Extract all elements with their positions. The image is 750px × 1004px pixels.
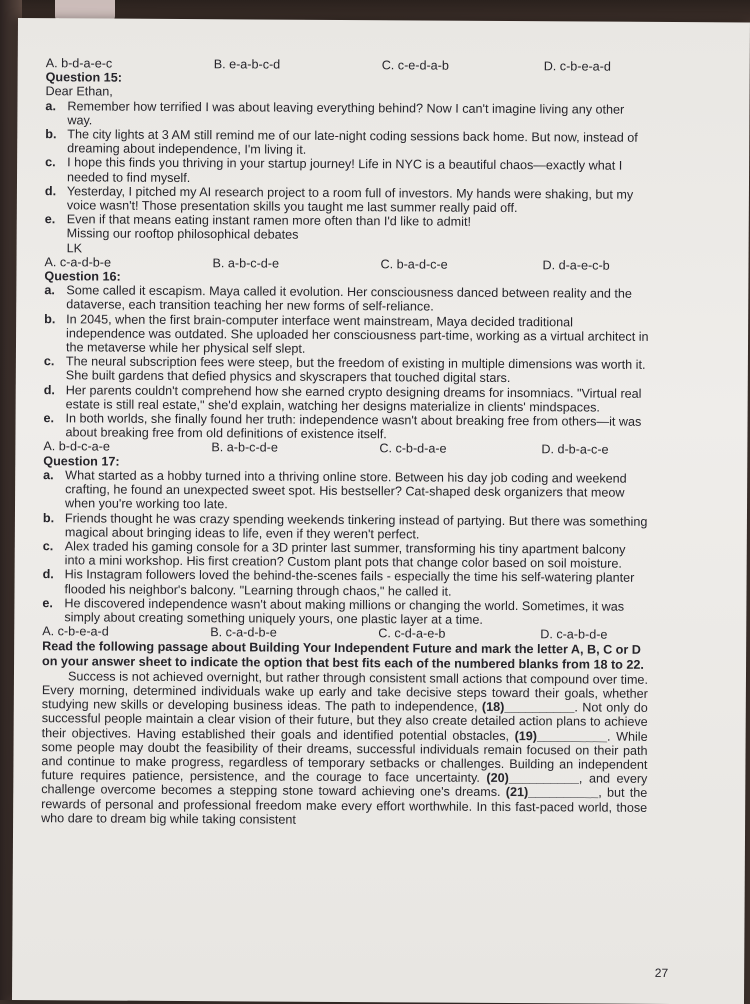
cloze-instruction: Read the following passage about Building Your Independent Future and mark the letter A, B, C or D on your answer sheet to indicate the option that best fits each of the numbered blanks from 18 to 22.: [42, 639, 644, 672]
item-text: Remember how terrified I was about leaving everything behind? Now I can't imagine living any other way.: [67, 98, 625, 128]
passage-text: , and every challenge overcome becomes a stepping stone toward achieving one's dreams.: [41, 771, 648, 800]
blank-19: (19)__________: [514, 728, 608, 744]
q14-option-d: D. c-b-e-a-d: [543, 59, 611, 74]
item-label: a.: [45, 98, 57, 113]
q15-item-d: [45, 184, 651, 216]
item-text: The city lights at 3 AM still remind me of our late-night coding sessions back home. But now, instead of dreaming about independence, I'm living it.: [67, 127, 638, 157]
page-number: 27: [654, 965, 669, 980]
item-label: d.: [42, 567, 54, 582]
q16-option-c: C. c-b-d-a-e: [379, 441, 447, 457]
q15-item-b: [45, 127, 651, 159]
item-label: b.: [45, 127, 57, 142]
q16-item-a: [44, 283, 650, 315]
item-text: The neural subscription fees were steep, but the freedom of existing in multiple dimensions was worth it. She built gardens that defied physics and skyscrapers that touched digital stars.: [65, 354, 646, 386]
q16-title: Question 16:: [44, 269, 121, 284]
page-content: [41, 56, 652, 829]
q17-item-d: [42, 567, 648, 599]
item-text: Even if that means eating instant ramen more often than I'd like to admit!: [66, 212, 472, 230]
q15-option-a: A. c-a-d-b-e: [44, 255, 112, 270]
item-text: He discovered independence wasn't about making millions or changing the world. Sometimes, it was simply about creating something uniquely yours, one plastic layer at a time.: [64, 596, 625, 627]
q16-item-e: [43, 411, 649, 443]
passage-text: , but the rewards of personal and professional freedom make every effort worthwhile. In this fast-paced world, those who dare to dream big while taking consistent: [41, 785, 648, 827]
q17-item-e: [42, 596, 648, 628]
item-text: Some called it escapism. Maya called it evolution. Her consciousness danced between reality and the dataverse, each transition teaching her new forms of self-reliance.: [66, 283, 632, 314]
q15-opening: Dear Ethan,: [45, 84, 113, 99]
item-label: b.: [44, 311, 56, 326]
item-text: Alex traded his gaming console for a 3D printer last summer, transforming his tiny apartment balcony into a mini workshop. His first creation? Custom plant pots that change color based on soil moisture.: [64, 539, 626, 571]
q17-option-d: D. c-a-b-d-e: [540, 627, 608, 642]
q15-title: Question 15:: [45, 70, 122, 85]
q17-item-c: [43, 539, 649, 571]
q14-option-b: B. e-a-b-c-d: [213, 57, 281, 72]
blank-21: (21)__________: [505, 785, 599, 800]
item-label: a.: [44, 283, 55, 298]
passage-text: . While some people may doubt the feasibility of their dreams, successful individuals remain focused on their path and continue to make progress, regardless of temporary setbacks or challenges. Building an independent future requires patience, persistence, and the courage to face uncertainty.: [41, 729, 648, 786]
item-text: In 2045, when the first brain-computer interface went mainstream, Maya decided traditional independence was outdated. She uploaded her consciousness part-time, working as a virtual architect in the metaverse while her physical self slept.: [65, 311, 649, 356]
passage-text: . Not only do successful people maintain a clear vision of their future, but they also create detailed action plans to achieve their objectives. Having established their goals and identified potential obstacles,: [41, 700, 648, 743]
item-text: Her parents couldn't comprehend how she earned crypto designing dreams for insomniacs. "Virtual real estate is still real estate," she'd explain, watching her designs materialize in clients' mindspaces.: [65, 382, 642, 415]
document-page: [12, 18, 750, 1004]
q17-option-b: B. c-a-d-b-e: [210, 625, 277, 640]
blank-20: (20)__________: [486, 771, 579, 786]
item-text: I hope this finds you thriving in your startup journey! Life in NYC is a beautiful chaos—exactly what I needed to find myself.: [66, 155, 623, 185]
q17-item-b: [43, 511, 649, 543]
q14-option-c: C. c-e-d-a-b: [381, 58, 449, 73]
q16-option-b: B. a-b-c-d-e: [211, 440, 278, 456]
q17-title: Question 17:: [43, 453, 120, 469]
item-label: c.: [43, 354, 55, 369]
q16-option-d: D. d-b-a-c-e: [541, 442, 609, 458]
q16-item-d: [44, 383, 650, 415]
item-label: b.: [42, 510, 55, 525]
item-text: Yesterday, I pitched my AI research project to a room full of investors. My hands were shaking, but my voice wasn't! Those presentation skills you taught me last summer really paid off.: [66, 184, 634, 216]
q17-option-c: C. c-d-a-e-b: [378, 626, 446, 641]
blank-18: (18)__________: [481, 699, 575, 715]
q17-option-a: A. c-b-e-a-d: [42, 624, 109, 639]
q15-item-a: [45, 99, 651, 131]
item-text: Friends thought he was crazy spending weekends tinkering instead of partying. But there was something magical about bringing ideas to life, even if they weren't perfect.: [64, 510, 648, 542]
q16-item-b: [44, 312, 650, 358]
passage-text: Success is not achieved overnight, but rather through consistent small actions that compound over time. Every morning, determined individuals wake up early and take decisive steps toward their goals, whether studying new skills or developing business ideas. The path to independence,: [41, 669, 649, 714]
q15-signature: LK: [66, 240, 83, 256]
item-label: c.: [42, 539, 54, 554]
q15-item-c: [45, 156, 651, 188]
q15-option-b: B. a-b-c-d-e: [212, 256, 280, 271]
q17-item-a: [43, 468, 649, 514]
q16-option-a: A. b-d-c-a-e: [43, 439, 110, 455]
q15-option-d: D. d-a-e-c-b: [542, 258, 610, 273]
q16-item-c: [44, 354, 650, 386]
item-label: e.: [42, 595, 53, 610]
q14-option-a: A. b-d-a-e-c: [45, 56, 113, 71]
item-text: What started as a hobby turned into a thriving online store. Between his day job coding and weekend crafting, he found an unexpected sweet spot. His bestseller? Cat-shaped desk organizers that meow when you're working too late.: [64, 468, 627, 512]
item-label: e.: [44, 212, 56, 227]
q15-closing: Missing our rooftop philosophical debates: [66, 226, 299, 243]
item-label: c.: [45, 155, 56, 170]
item-text: His Instagram followers loved the behind-the-scenes fails - especially the time his self-watering planter flooded his neighbor's balcony. "Learning through chaos," he called it.: [64, 567, 635, 599]
cloze-passage: [41, 669, 648, 829]
item-label: d.: [44, 183, 57, 199]
item-label: e.: [43, 411, 55, 426]
q15-option-c: C. b-a-d-c-e: [380, 257, 448, 272]
item-text: In both worlds, she finally found her truth: independence wasn't about breaking free from others—it was about breaking free from old definitions of existence itself.: [65, 411, 642, 442]
item-label: d.: [43, 382, 55, 397]
item-label: a.: [43, 468, 54, 483]
